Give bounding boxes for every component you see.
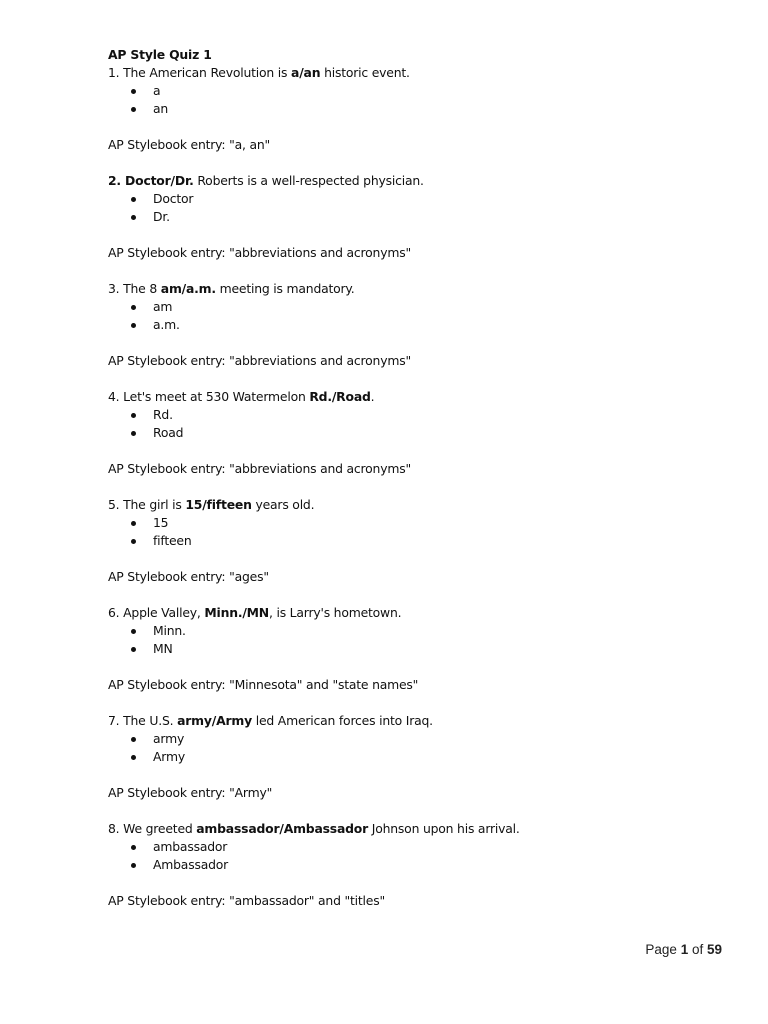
stylebook-entry: AP Stylebook entry: "a, an" [108, 137, 271, 152]
question-block [108, 172, 708, 262]
question-prefix: 5. The girl is [108, 497, 186, 512]
question-block [108, 280, 708, 370]
page-label: Page [645, 942, 681, 957]
stylebook-entry: AP Stylebook entry: "ambassador" and "titles" [108, 893, 385, 908]
option-list [108, 82, 708, 118]
question-prefix: 1. The American Revolution is [108, 65, 292, 80]
stylebook-entry: AP Stylebook entry: "ages" [108, 569, 269, 584]
option-item: MN [108, 640, 708, 658]
question-block [108, 64, 708, 154]
question-block [108, 604, 708, 694]
question-choice: ambassador/Ambassador [196, 821, 369, 836]
option-item: 15 [108, 514, 708, 532]
option-list [108, 514, 708, 550]
question-choice: Rd./Road [309, 389, 371, 404]
question-prefix: 8. We greeted [108, 821, 197, 836]
option-item: Ambassador [108, 856, 708, 874]
total-pages-number: 59 [706, 942, 722, 957]
question-suffix: Johnson upon his arrival. [368, 821, 520, 836]
stylebook-entry: AP Stylebook entry: "abbreviations and acronyms" [108, 245, 411, 260]
question-block [108, 496, 708, 586]
of-label: of [688, 942, 707, 957]
option-list [108, 406, 708, 442]
stylebook-entry: AP Stylebook entry: "abbreviations and acronyms" [108, 353, 411, 368]
question-choice: 15/fifteen [185, 497, 252, 512]
question-prefix: 7. The U.S. [108, 713, 178, 728]
option-list [108, 190, 708, 226]
question-suffix: years old. [251, 497, 315, 512]
stylebook-entry: AP Stylebook entry: "Army" [108, 785, 273, 800]
question-suffix: Roberts is a well-respected physician. [193, 173, 424, 188]
option-item: a [108, 82, 708, 100]
option-item: Army [108, 748, 708, 766]
question-choice: army/Army [177, 713, 252, 728]
question-text [108, 172, 708, 190]
quiz-content [108, 46, 708, 910]
option-list [108, 298, 708, 334]
option-item: am [108, 298, 708, 316]
question-prefix: 4. Let's meet at 530 Watermelon [108, 389, 310, 404]
question-prefix: 3. The 8 [108, 281, 161, 296]
question-choice: am/a.m. [160, 281, 216, 296]
question-block [108, 820, 708, 910]
quiz-title: AP Style Quiz 1 [108, 47, 212, 62]
question-suffix: led American forces into Iraq. [251, 713, 433, 728]
option-item: Road [108, 424, 708, 442]
current-page-number: 1 [680, 942, 689, 957]
stylebook-entry: AP Stylebook entry: "Minnesota" and "state names" [108, 677, 419, 692]
question-suffix: , is Larry's hometown. [268, 605, 402, 620]
question-text [108, 388, 708, 406]
question-text [108, 604, 708, 622]
question-suffix: historic event. [320, 65, 410, 80]
question-suffix: meeting is mandatory. [215, 281, 355, 296]
option-item: Dr. [108, 208, 708, 226]
question-block [108, 388, 708, 478]
stylebook-entry: AP Stylebook entry: "abbreviations and acronyms" [108, 461, 411, 476]
question-text [108, 64, 708, 82]
question-choice: a/an [291, 65, 321, 80]
option-item: Rd. [108, 406, 708, 424]
option-item: a.m. [108, 316, 708, 334]
option-item: fifteen [108, 532, 708, 550]
question-text [108, 280, 708, 298]
question-text [108, 820, 708, 838]
option-item: an [108, 100, 708, 118]
option-item: ambassador [108, 838, 708, 856]
option-list [108, 730, 708, 766]
question-suffix: . [370, 389, 375, 404]
option-item: army [108, 730, 708, 748]
question-choice: 2. Doctor/Dr. [108, 173, 194, 188]
question-choice: Minn./MN [204, 605, 269, 620]
question-prefix: 6. Apple Valley, [108, 605, 205, 620]
question-block [108, 712, 708, 802]
option-item: Doctor [108, 190, 708, 208]
page-footer [645, 942, 722, 957]
option-list [108, 838, 708, 874]
option-item: Minn. [108, 622, 708, 640]
question-text [108, 496, 708, 514]
question-text [108, 712, 708, 730]
option-list [108, 622, 708, 658]
